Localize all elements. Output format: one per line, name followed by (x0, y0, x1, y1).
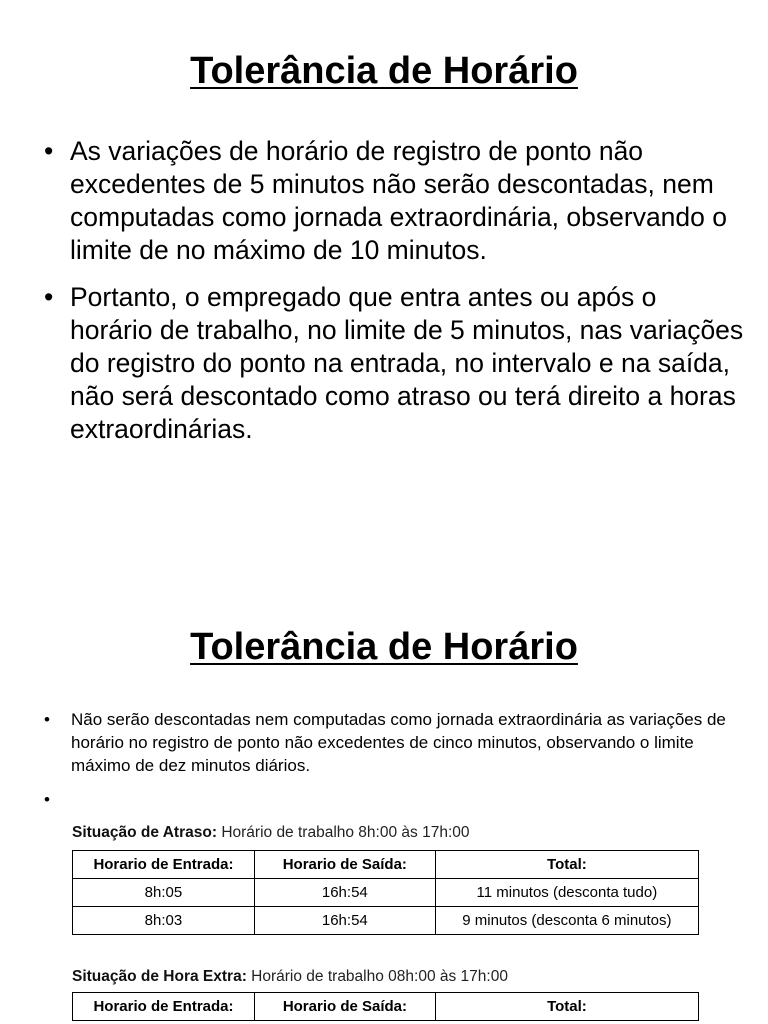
table-cell: 16h:54 (254, 907, 435, 935)
slide-2 (0, 512, 768, 1024)
column-header: Horario de Entrada: (73, 851, 255, 879)
table-cell: 8h:05 (73, 879, 255, 907)
atraso-label: Situação de Atraso: (72, 824, 217, 841)
bullet-item (44, 281, 744, 446)
atraso-caption (72, 824, 470, 842)
extra-desc: Horário de trabalho 08h:00 às 17h:00 (251, 968, 508, 985)
column-header: Horario de Entrada: (73, 993, 255, 1021)
column-header: Horario de Saída: (254, 993, 435, 1021)
bullet-dot-icon: • (44, 282, 54, 312)
table-cell: 8h:03 (73, 907, 255, 935)
column-header: Horario de Saída: (254, 851, 435, 879)
extra-label: Situação de Hora Extra: (72, 968, 247, 985)
extra-table (72, 992, 699, 1021)
column-header: Total: (435, 851, 698, 879)
table-header-row (73, 851, 699, 879)
table-row (73, 879, 699, 907)
extra-caption (72, 968, 508, 986)
atraso-table (72, 850, 699, 935)
column-header: Total: (435, 993, 698, 1021)
table-row (73, 907, 699, 935)
bullet-dot-icon: • (44, 710, 50, 729)
table-cell: 11 minutos (desconta tudo) (435, 879, 698, 907)
slide-1-title: Tolerância de Horário (190, 50, 578, 92)
table-header-row (73, 993, 699, 1021)
table-cell: 9 minutos (desconta 6 minutos) (435, 907, 698, 935)
table-cell: 16h:54 (254, 879, 435, 907)
atraso-desc: Horário de trabalho 8h:00 às 17h:00 (221, 824, 470, 841)
bullet-text: As variações de horário de registro de ponto não excedentes de 5 minutos não serão descontadas, nem computadas como jornada extraordinária, observando o limite de no máximo de 10 minutos. (70, 136, 728, 265)
bullet-text: Portanto, o empregado que entra antes ou após o horário de trabalho, no limite de 5 minutos, nas variações do registro do ponto na entrada, no intervalo e na saída, não será descontado como atraso ou terá direito a horas extraordinárias. (70, 282, 744, 444)
bullet-dot-icon: • (44, 790, 50, 809)
bullet-item (44, 135, 744, 267)
bullet-item (44, 708, 744, 777)
slide-2-title: Tolerância de Horário (190, 626, 578, 668)
bullet-text: Não serão descontadas nem computadas como jornada extraordinária as variações de horário no registro de ponto não excedentes de cinco minutos, observando o limite máximo de dez minutos diários. (71, 710, 726, 775)
bullet-dot-icon: • (44, 136, 54, 166)
